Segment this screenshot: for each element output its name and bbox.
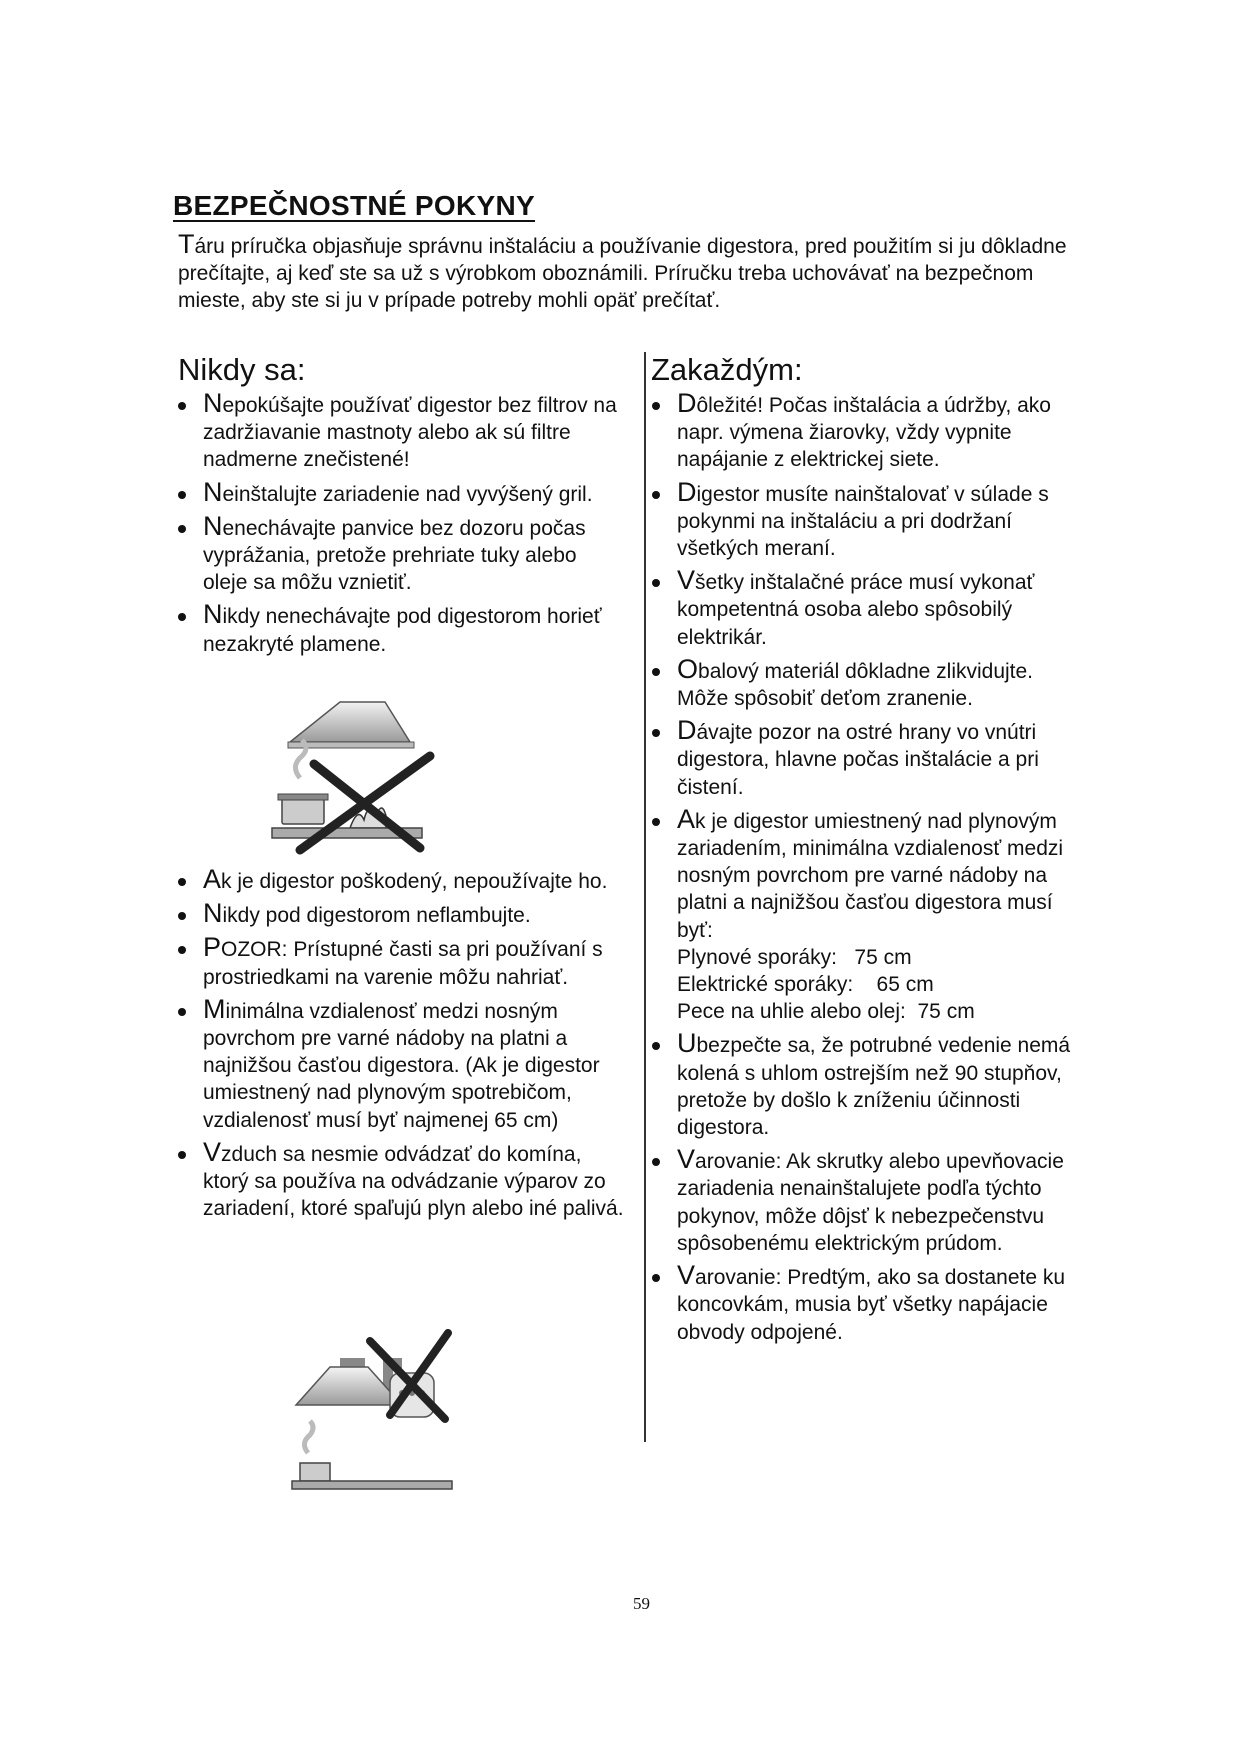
never-list-top: [176, 390, 626, 663]
no-open-flame-illustration: [270, 698, 440, 858]
list-item: POZOR: Prístupné časti sa pri používaní s prostriedkami na varenie môžu nahriať.: [176, 934, 626, 990]
list-item: Varovanie: Predtým, ako sa dostanete ku koncovkám, musia byť všetky napájacie obvody odpojené.: [650, 1262, 1090, 1346]
list-item: Ak je digestor poškodený, nepoužívajte ho.: [176, 866, 626, 895]
list-item: Varovanie: Ak skrutky alebo upevňovacie zariadenia nenainštalujete podľa týchto pokynov, môže dôjsť k nebezpečenstvu spôsobenému elektrickým prúdom.: [650, 1146, 1090, 1257]
list-item: Ubezpečte sa, že potrubné vedenie nemá kolená s uhlom ostrejším než 90 stupňov, pretože by došlo k zníženiu účinnosti digestora.: [650, 1030, 1090, 1141]
list-item: Minimálna vzdialenosť medzi nosným povrchom pre varné nádoby na platni a najnižšou časťou digestora. (Ak je digestor umiestnený nad plynovým spotrebičom, vzdialenosť musí byť najmenej 65 cm): [176, 996, 626, 1134]
list-item: Nikdy pod digestorom neflambujte.: [176, 900, 626, 929]
distance-gas: Plynové sporáky: 75 cm: [677, 945, 912, 969]
list-item: Dávajte pozor na ostré hrany vo vnútri digestora, hlavne počas inštalácie a pri čistení.: [650, 717, 1090, 801]
list-item: Ak je digestor umiestnený nad plynovým zariadením, minimálna vzdialenosť medzi nosným povrchom pre varné nádoby na platni a najnižšou časťou digestora musí byť: Plynové sporáky: 75 cm Elektrické sporáky: 65 cm Pece na uhlie alebo olej: 75 cm: [650, 806, 1090, 1026]
distance-coal-oil: Pece na uhlie alebo olej: 75 cm: [677, 1000, 975, 1024]
list-item: Dôležité! Počas inštalácia a údržby, ako napr. výmena žiarovky, vždy vypnite napájanie z elektrickej siete.: [650, 390, 1090, 474]
list-item: Obalový materiál dôkladne zlikvidujte. Môže spôsobiť deťom zranenie.: [650, 656, 1090, 712]
list-item: Digestor musíte nainštalovať v súlade s pokynmi na inštaláciu a pri dodržaní všetkých meraní.: [650, 479, 1090, 563]
intro-initial: T: [178, 229, 195, 259]
list-item: Nikdy nenechávajte pod digestorom horieť nezakryté plamene.: [176, 601, 626, 657]
intro-paragraph: [178, 231, 1098, 314]
list-item: Všetky inštalačné práce musí vykonať kompetentná osoba alebo spôsobilý elektrikár.: [650, 567, 1090, 651]
never-heading: Nikdy sa:: [178, 352, 306, 387]
no-shared-flue-illustration: [290, 1323, 460, 1493]
always-list: [650, 390, 1090, 1351]
never-list-bottom: [176, 866, 626, 1227]
intro-text: áru príručka objasňuje správnu inštaláciu a používanie digestora, pred použitím si ju dôkladne prečítajte, aj keď ste sa už s výrobkom oboznámili. Príručku treba uchovávať na bezpečnom mieste, aby ste si ju v prípade potreby mohli opäť prečítať.: [178, 235, 1067, 312]
list-item: Vzduch sa nesmie odvádzať do komína, ktorý sa používa na odvádzanie výparov zo zariadení, ktoré spaľujú plyn alebo iné palivá.: [176, 1139, 626, 1223]
page-number: 59: [633, 1594, 650, 1613]
list-item: Neinštalujte zariadenie nad vyvýšený gril.: [176, 479, 626, 508]
distance-electric: Elektrické sporáky: 65 cm: [677, 973, 934, 997]
column-divider: [644, 352, 646, 1442]
list-item: Nepokúšajte používať digestor bez filtrov na zadržiavanie mastnoty alebo ak sú filtre nadmerne znečistené!: [176, 390, 626, 474]
page-title: BEZPEČNOSTNÉ POKYNY: [173, 190, 535, 221]
list-item: Nenechávajte panvice bez dozoru počas vyprážania, pretože prehriate tuky alebo oleje sa môžu vznietiť.: [176, 513, 626, 597]
always-heading: Zakaždým:: [651, 352, 803, 387]
